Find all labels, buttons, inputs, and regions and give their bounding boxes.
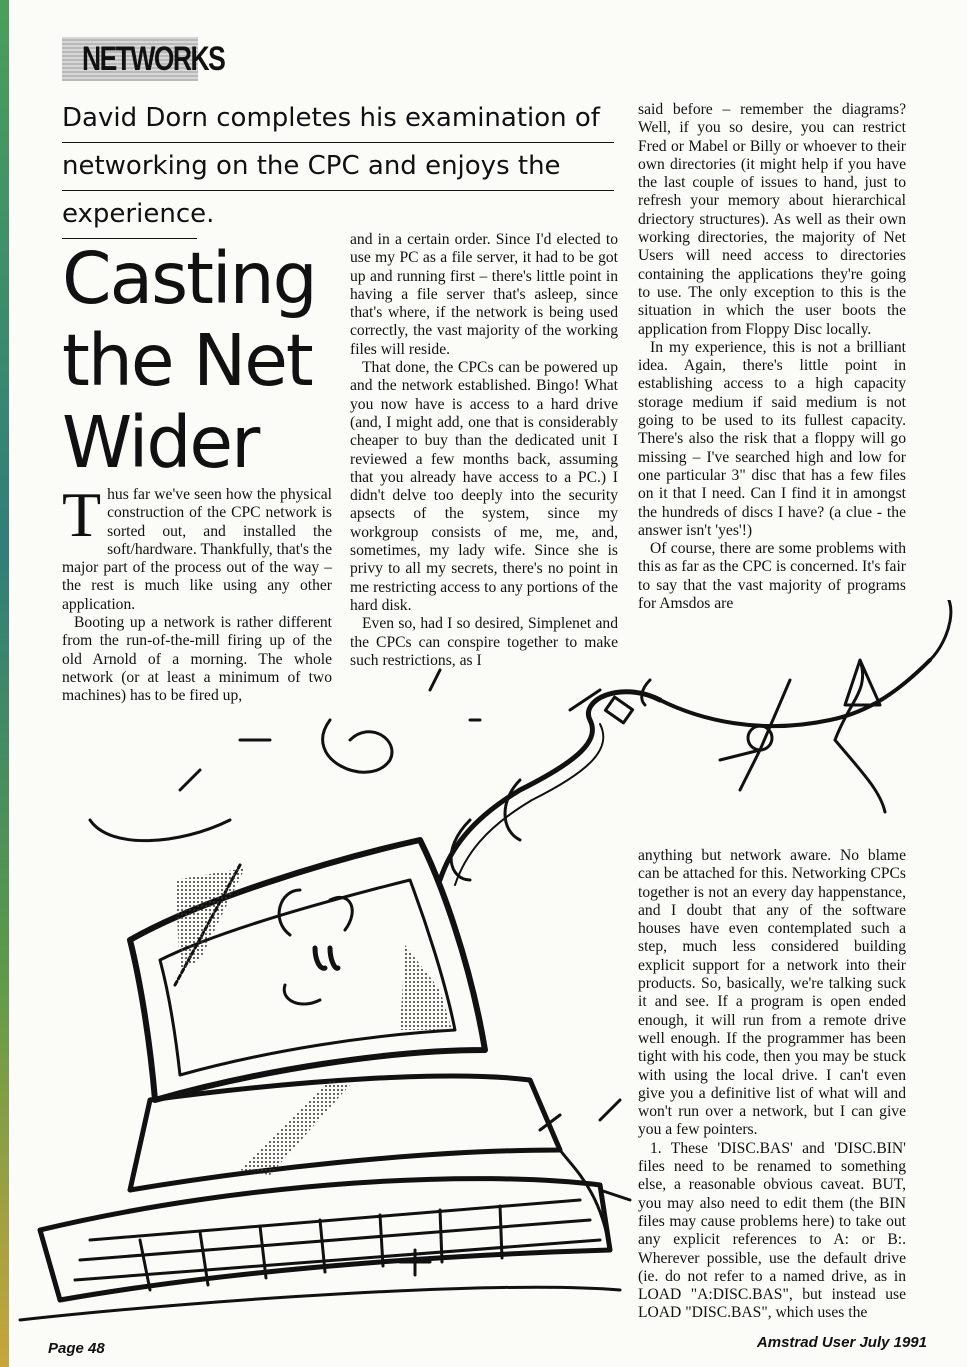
body-paragraph: Booting up a network is rather different from the run-of-the-mill firing up of the old Arnold of a morning. The whole network (or at least a minimum of two machines) has to be fired up, xyxy=(62,614,332,705)
headline-line: the Net xyxy=(62,319,312,402)
body-paragraph: and in a certain order. Since I'd elected to use my PC as a file server, it had to be got up and running first – there's little point in having a file server that's asleep, since that's where, if the network is being used correctly, the vast majority of the working files will reside. xyxy=(350,231,618,358)
body-paragraph xyxy=(62,479,332,614)
standfirst-line: networking on the CPC and enjoys the xyxy=(62,143,614,191)
headline-line: Wider xyxy=(62,401,259,484)
section-tag xyxy=(62,37,225,81)
body-paragraph: That done, the CPCs can be powered up and the network established. Bingo! What you now have is access to a hard drive (and, I might add, one that is considerably cheaper to buy than the dedicated unit I reviewed a few months back, assuming that you already have access to a PC.) I didn't delve too deeply into the security apsects of the system, since my workgroup consists of me, me, and, sometimes, my lady wife. Since she is privy to all my secrets, there's no point in me restricting access to any portions of the hard disk. xyxy=(350,359,618,614)
magazine-issue: Amstrad User July 1991 xyxy=(756,1334,927,1351)
body-paragraph: Even so, had I so desired, Simplenet and the CPCs can conspire together to make such restrictions, as I xyxy=(350,615,618,669)
section-tag-label: NETWORKS xyxy=(82,39,225,78)
body-paragraph: Of course, there are some problems with this as far as the CPC is concerned. It's fair to say that the vast majority of programs for Amsdos are xyxy=(638,540,906,613)
body-paragraph: In my experience, this is not a brilliant idea. Again, there's little point in establishing access to a high capacity storage medium if said medium is not going to be used to its fullest capacity. There's also the risk that a floppy will go missing – I've searched high and low for one particular 3" disc that has a few files on it that I need. Can I find it in amongst the hundreds of discs I have? (a clue - the answer isn't 'yes'!) xyxy=(638,338,906,539)
standfirst-line: experience. xyxy=(62,191,197,239)
drop-cap: T xyxy=(62,479,102,550)
body-column-3 xyxy=(638,101,906,613)
headline-line: Casting xyxy=(62,237,316,320)
standfirst-line: David Dorn completes his examination of xyxy=(62,95,614,143)
body-paragraph: said before – remember the diagrams? Well, if you so desire, you can restrict Fred or Mabel or Billy or whoever to their own directories (it might help if you have the last couple of issues to hand, just to refresh your memory about hierarchical driectory structures). As well as their own working directories, the majority of Net Users will need access to directories containing the applications they're going to use. The only exception to this is the situation in which the user boots the application from Floppy Disc locally. xyxy=(638,101,906,338)
paragraph-text: hus far we've seen how the physical construction of the CPC network is sorted out, and installed the soft/hardware. Thankfully, that's the major part of the process out of the way – the rest is much like using any other application. xyxy=(62,486,332,613)
cartoon-computer-illustration xyxy=(0,600,967,1367)
body-paragraph: 1. These 'DISC.BAS' and 'DISC.BIN' files need to be renamed to something else, a reasonable obvious caveat. BUT, you may also need to edit them (the BIN files may cause problems here) to take out any explicit references to A: or B:. Wherever possible, use the default drive (ie. do not refer to a named drive, as in LOAD "A:DISC.BAS", but instead use LOAD "DISC.BAS", which uses the xyxy=(638,1139,906,1322)
standfirst xyxy=(62,95,614,239)
headline xyxy=(62,238,342,484)
body-paragraph: anything but network aware. No blame can be attached for this. Networking CPCs together is not an every day happenstance, and I doubt that any of the software houses have even contemplated such a step, much less considered building explicit support for a network into their products. So, basically, we're talking suck it and see. If a program is open ended enough, it will run from a remote drive well enough. If the programmer has been tight with his code, then you may be stuck with using the local drive. I can't even give you a definitive list of what will and won't run over a network, but I can give you a few pointers. xyxy=(638,847,906,1139)
page-number: Page 48 xyxy=(48,1340,105,1357)
